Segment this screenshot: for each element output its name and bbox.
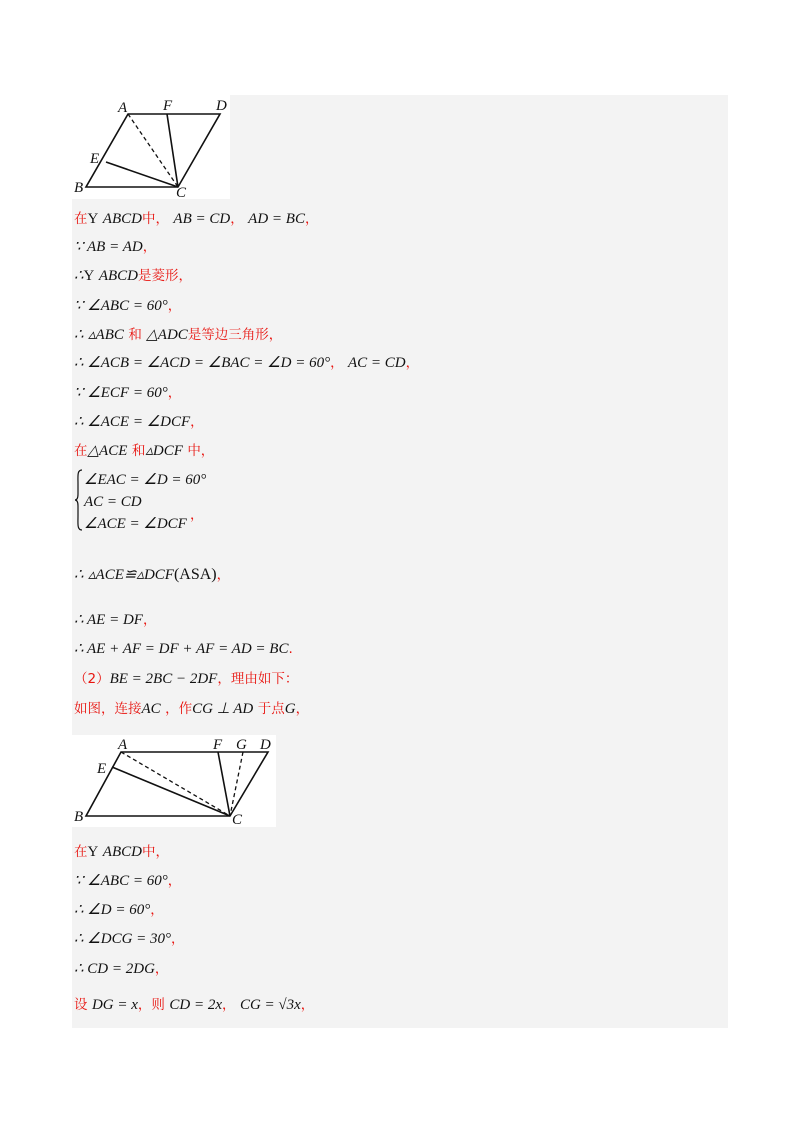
text: ，作 bbox=[165, 701, 193, 717]
text: ， bbox=[142, 612, 157, 628]
text: ， bbox=[154, 961, 169, 977]
math: ABCD bbox=[102, 211, 142, 227]
text-line bbox=[74, 927, 185, 951]
math: CG = √3x bbox=[239, 997, 301, 1013]
math: ∴ bbox=[74, 327, 84, 343]
math: ∵ AB = AD bbox=[74, 239, 143, 255]
label-e: E bbox=[90, 151, 100, 167]
label-a: A bbox=[118, 100, 128, 116]
text: ， bbox=[216, 567, 231, 583]
math: ∴ ∠ACB = ∠ACD = ∠BAC = ∠D = 60° bbox=[74, 355, 331, 371]
segment-ce bbox=[106, 162, 178, 187]
text: ， bbox=[150, 902, 164, 918]
system-row: ∠EAC = ∠D = 60° bbox=[84, 472, 207, 488]
text-line bbox=[190, 503, 204, 527]
text: 中， bbox=[187, 443, 215, 459]
left-brace bbox=[74, 468, 84, 532]
text: ， bbox=[221, 997, 236, 1013]
math: ∴ ∠ACE = ∠DCF bbox=[74, 414, 191, 430]
math: (ASA) bbox=[173, 566, 217, 583]
text-line bbox=[74, 294, 181, 318]
text-line bbox=[74, 993, 314, 1017]
text-line bbox=[74, 563, 230, 587]
math: CD = 2x bbox=[169, 997, 222, 1013]
math: AB = CD bbox=[173, 211, 231, 227]
text: ， bbox=[304, 211, 319, 227]
math: △ACE bbox=[87, 443, 128, 459]
math: ∴ ∠D = 60° bbox=[74, 902, 151, 918]
parallelogram-symbol: Y bbox=[87, 844, 99, 860]
math: ∴ AE = DF bbox=[74, 612, 143, 628]
segment-ce bbox=[112, 767, 230, 816]
text-line bbox=[74, 898, 164, 922]
text-line bbox=[74, 410, 204, 434]
text-line bbox=[74, 439, 214, 463]
text: 在 bbox=[74, 844, 88, 860]
parallelogram-diagram bbox=[72, 735, 276, 827]
text: ， bbox=[190, 414, 204, 430]
math: ∴ ∠DCG = 30° bbox=[74, 931, 172, 947]
text-line bbox=[74, 323, 282, 347]
text: 设 bbox=[74, 997, 88, 1013]
text: ， bbox=[230, 211, 244, 227]
text-line bbox=[74, 667, 298, 691]
text-line bbox=[74, 840, 169, 864]
math: ∵ ∠ECF = 60° bbox=[74, 385, 168, 401]
text-line bbox=[74, 207, 318, 231]
rhombus-figure bbox=[72, 95, 230, 199]
math: ∵ ∠ABC = 60° bbox=[74, 873, 168, 889]
segment-cf bbox=[218, 752, 230, 816]
math: ▵DCF bbox=[145, 443, 183, 459]
label-e: E bbox=[97, 761, 107, 777]
system-row: AC = CD bbox=[84, 494, 142, 510]
text-line bbox=[74, 957, 168, 981]
text: ， bbox=[300, 997, 315, 1013]
math: ∴ AE + AF = DF + AF = AD = BC bbox=[74, 641, 289, 657]
math: AC bbox=[141, 701, 161, 717]
label-a: A bbox=[118, 737, 128, 753]
math: ∴ bbox=[74, 567, 84, 583]
parallelogram-symbol: Y bbox=[83, 268, 95, 284]
text: ， bbox=[330, 355, 344, 371]
text-line bbox=[74, 608, 156, 632]
text: 和 bbox=[128, 327, 142, 343]
label-d: D bbox=[216, 98, 227, 114]
math: G bbox=[284, 701, 296, 717]
text: ， bbox=[405, 355, 420, 371]
math: △ADC bbox=[146, 327, 188, 343]
text: ， bbox=[167, 873, 182, 889]
math: AD = BC bbox=[248, 211, 305, 227]
text: ， bbox=[142, 239, 157, 255]
math: ▵ACE≌▵DCF bbox=[88, 567, 174, 583]
math: ABCD bbox=[102, 844, 142, 860]
math: AC = CD bbox=[348, 355, 406, 371]
math: ∴ CD = 2DG bbox=[74, 961, 155, 977]
text: 如图，连接 bbox=[74, 701, 142, 717]
text: 于点 bbox=[257, 701, 285, 717]
rhombus-diagram bbox=[72, 95, 230, 199]
label-c: C bbox=[176, 185, 187, 199]
math: ∵ ∠ABC = 60° bbox=[74, 298, 168, 314]
text: ， bbox=[171, 931, 185, 947]
parallelogram-symbol: Y bbox=[87, 211, 99, 227]
text: 中， bbox=[141, 211, 169, 227]
text: 是菱形， bbox=[138, 268, 193, 284]
label-f: F bbox=[163, 98, 173, 114]
text: ，则 bbox=[137, 997, 165, 1013]
text: ， bbox=[167, 385, 182, 401]
math: ▵ABC bbox=[88, 327, 124, 343]
text-line bbox=[74, 637, 293, 661]
system-row: ∠ACE = ∠DCF bbox=[84, 516, 187, 532]
label-d: D bbox=[260, 737, 271, 753]
text-line bbox=[74, 264, 192, 288]
text: 和 bbox=[131, 443, 146, 459]
label-b: B bbox=[74, 180, 84, 196]
math: ABCD bbox=[98, 268, 139, 284]
text: （2） bbox=[74, 671, 110, 687]
text: 在 bbox=[74, 211, 88, 227]
label-g: G bbox=[236, 737, 247, 753]
text: ， bbox=[167, 298, 182, 314]
text: 在 bbox=[74, 443, 88, 459]
text: ，理由如下： bbox=[217, 671, 299, 687]
math: ∴ bbox=[74, 268, 84, 284]
text-line bbox=[74, 697, 309, 721]
text: . bbox=[288, 641, 293, 657]
math: CG ⊥ AD bbox=[192, 701, 254, 717]
label-f: F bbox=[213, 737, 223, 753]
text-line bbox=[74, 235, 156, 259]
math: BE = 2BC − 2DF bbox=[109, 671, 218, 687]
segment-ac-dashed bbox=[121, 752, 230, 816]
text: 是等边三角形， bbox=[187, 327, 283, 343]
text: 中， bbox=[141, 844, 169, 860]
text: ， bbox=[190, 507, 204, 523]
label-b: B bbox=[74, 809, 84, 825]
parallelogram-figure bbox=[72, 735, 276, 827]
text-line bbox=[74, 381, 181, 405]
text-line bbox=[74, 869, 181, 893]
text: ， bbox=[295, 701, 310, 717]
segment-ac-dashed bbox=[128, 114, 178, 187]
segment-cf bbox=[167, 114, 178, 187]
text-line bbox=[74, 351, 419, 375]
math: DG = x bbox=[91, 997, 138, 1013]
label-c: C bbox=[232, 812, 243, 827]
